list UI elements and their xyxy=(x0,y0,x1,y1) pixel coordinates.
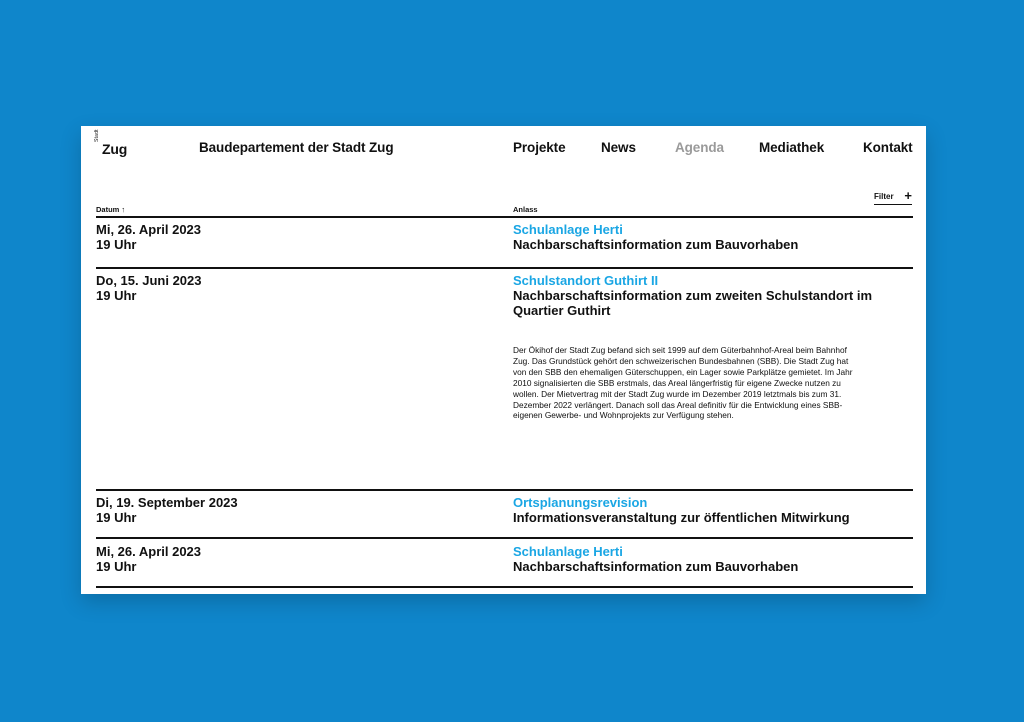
event-time: 19 Uhr xyxy=(96,237,137,252)
event-title-link[interactable]: Schulanlage Herti xyxy=(513,544,623,559)
column-header-event: Anlass xyxy=(513,205,538,214)
event-date: Do, 15. Juni 2023 xyxy=(96,273,202,288)
event-description: Der Ökihof der Stadt Zug befand sich seit 1999 auf dem Güterbahnhof-Areal beim Bahnhof Zug. Das Grundstück gehört den schweizerischen Bundesbahnen (SBB). Die Stadt Zug hat von den SBB den ehemaligen Güterschuppen, ein Lager sowie Parkplätze gemietet. Im Jahr 2010 signalisierten die SBB erstmals, das Areal längerfristig für eigene Zwecke nutzen zu wollen. Der Mietvertrag mit der Stadt Zug wurde im Dezember 2019 letztmals bis zum 31. Dezember 2022 verlängert. Danach soll das Areal definitiv für die Entwicklung eines SBB-eigenen Gewerbe- und Wohnprojekts zur Verfügung stehen. xyxy=(513,345,853,421)
filter-button[interactable] xyxy=(874,188,912,205)
nav-news[interactable]: News xyxy=(601,140,636,155)
event-title-link[interactable]: Ortsplanungsrevision xyxy=(513,495,648,510)
agenda-page xyxy=(81,126,926,594)
divider xyxy=(96,586,913,588)
divider xyxy=(96,267,913,269)
event-time: 19 Uhr xyxy=(96,559,137,574)
event-title-link[interactable]: Schulanlage Herti xyxy=(513,222,623,237)
event-date: Mi, 26. April 2023 xyxy=(96,222,202,237)
main-nav xyxy=(81,140,926,160)
nav-agenda[interactable]: Agenda xyxy=(675,140,724,155)
nav-kontakt[interactable]: Kontakt xyxy=(863,140,913,155)
event-subtitle: Informationsveranstaltung zur öffentlichen Mitwirkung xyxy=(513,510,850,525)
nav-projekte[interactable]: Projekte xyxy=(513,140,566,155)
filter-label: Filter xyxy=(874,192,894,201)
divider xyxy=(96,216,913,218)
plus-icon: + xyxy=(904,188,912,203)
logo-small-text: Stadt xyxy=(94,129,100,142)
event-time: 19 Uhr xyxy=(96,510,137,525)
divider xyxy=(96,489,913,491)
divider xyxy=(96,537,913,539)
event-title-link[interactable]: Schulstandort Guthirt II xyxy=(513,273,659,288)
column-header-date[interactable]: Datum ↑ xyxy=(96,205,126,214)
event-subtitle: Nachbarschaftsinformation zum Bauvorhaben xyxy=(513,559,799,574)
logo-main-text: Zug xyxy=(102,141,128,157)
event-time: 19 Uhr xyxy=(96,288,137,303)
nav-mediathek[interactable]: Mediathek xyxy=(759,140,825,155)
department-title[interactable]: Baudepartement der Stadt Zug xyxy=(199,140,394,155)
event-subtitle: Nachbarschaftsinformation zum zweiten Schulstandort im Quartier Guthirt xyxy=(513,288,872,318)
event-subtitle: Nachbarschaftsinformation zum Bauvorhaben xyxy=(513,237,799,252)
event-date: Mi, 26. April 2023 xyxy=(96,544,202,559)
event-date: Di, 19. September 2023 xyxy=(96,495,238,510)
